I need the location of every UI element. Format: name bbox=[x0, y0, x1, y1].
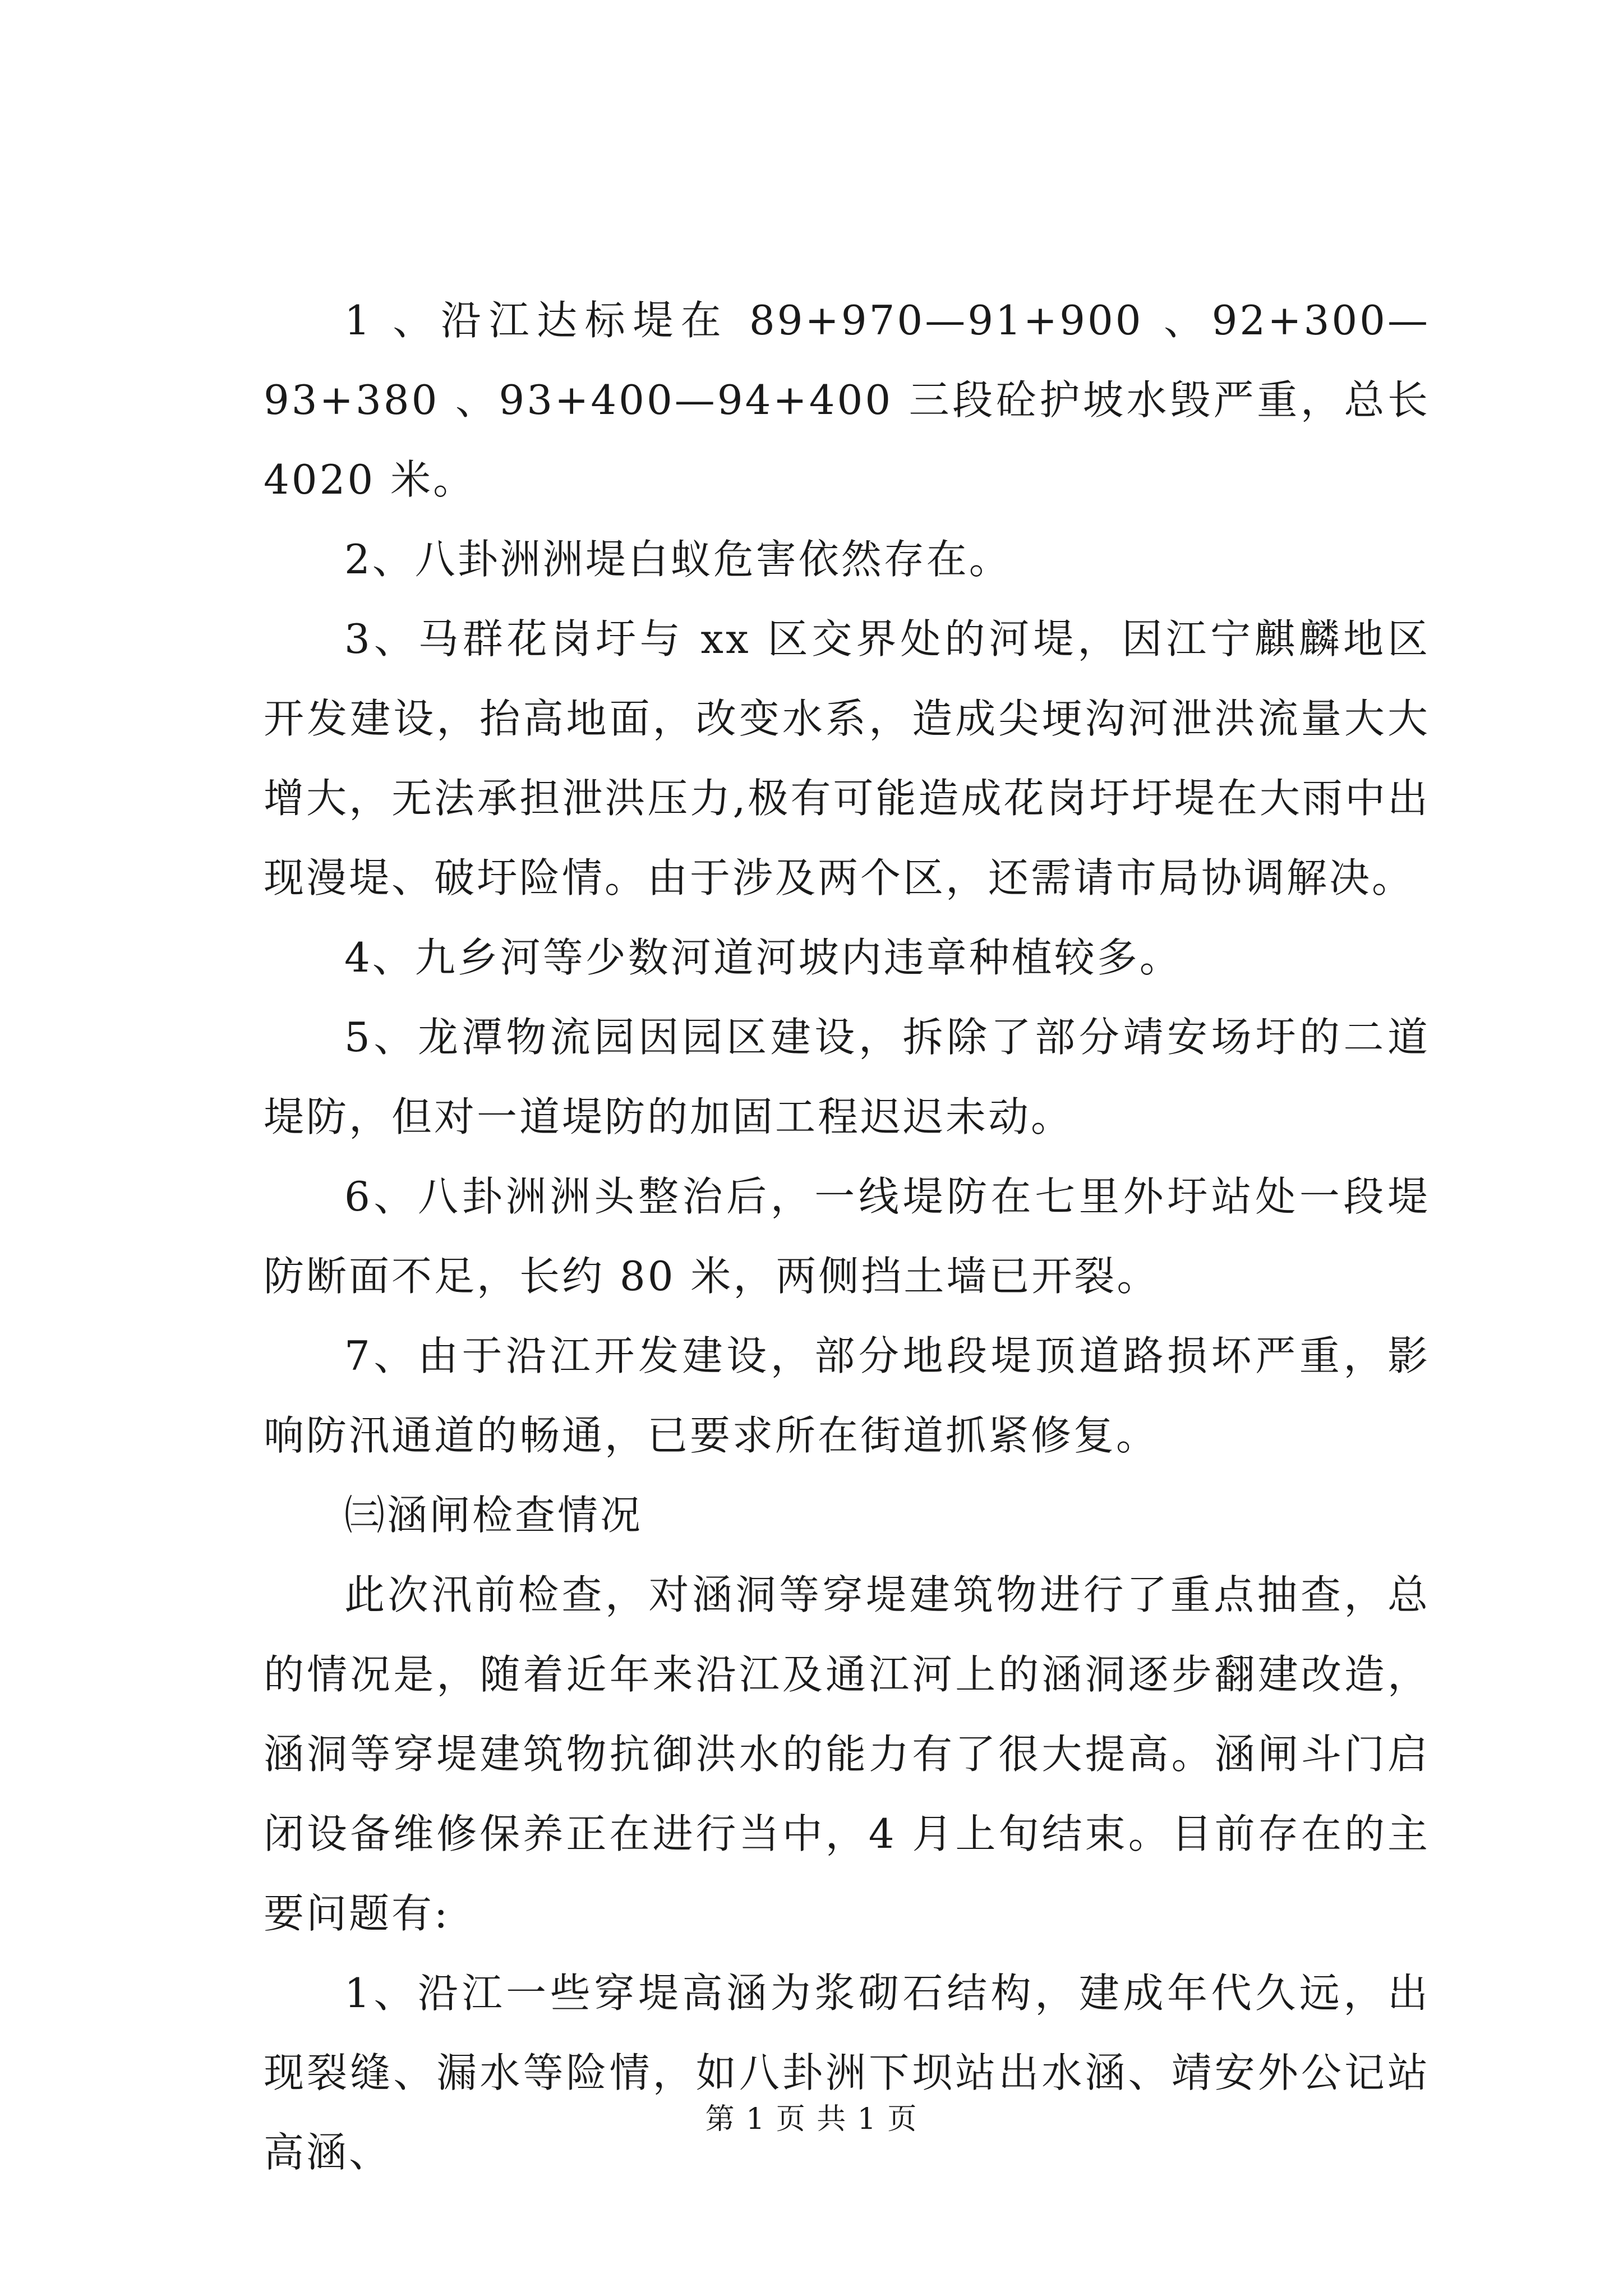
page-footer: 第 1 页 共 1 页 bbox=[705, 2102, 918, 2136]
paragraph-item-5: 5、龙潭物流园因园区建设，拆除了部分靖安场圩的二道堤防，但对一道堤防的加固工程迟迟未动。 bbox=[264, 1014, 1430, 1140]
paragraph-item-2: 2、八卦洲洲堤白蚁危害依然存在。 bbox=[344, 536, 1012, 583]
paragraph-problem-1: 1、沿江一些穿堤高涵为浆砌石结构，建成年代久远，出现裂缝、漏水等险情，如八卦洲下坝站出水涵、靖安外公记站高涵、 bbox=[264, 1970, 1430, 2176]
paragraph-item-6: 6、八卦洲洲头整治后，一线堤防在七里外圩站处一段堤防断面不足，长约 80 米，两侧挡土墙已开裂。 bbox=[264, 1173, 1430, 1300]
section-heading: ㈢涵闸检查情况 bbox=[344, 1492, 643, 1539]
paragraph-item-7: 7、由于沿江开发建设，部分地段堤顶道路损坏严重，影响防汛通道的畅通，已要求所在街道抓紧修复。 bbox=[264, 1332, 1430, 1459]
document-body bbox=[264, 280, 1430, 2192]
paragraph-item-1: 1 、沿江达标堤在 89+970—91+900 、92+300—93+380 、93+400—94+400 三段砼护坡水毁严重，总长 4020 米。 bbox=[264, 297, 1430, 503]
paragraph-summary: 此次汛前检查，对涵洞等穿堤建筑物进行了重点抽查，总的情况是，随着近年来沿江及通江河上的涵洞逐步翻建改造，涵洞等穿堤建筑物抗御洪水的能力有了很大提高。涵闸斗门启闭设备维修保养正在进行当中，4 月上旬结束。目前存在的主要问题有: bbox=[264, 1571, 1430, 1937]
paragraph-item-4: 4、九乡河等少数河道河坡内违章种植较多。 bbox=[344, 934, 1182, 981]
paragraph-item-3: 3、马群花岗圩与 xx 区交界处的河堤，因江宁麒麟地区开发建设，抬高地面，改变水系，造成尖埂沟河泄洪流量大大增大，无法承担泄洪压力,极有可能造成花岗圩圩堤在大雨中出现漫堤、破圩险情。由于涉及两个区，还需请市局协调解决。 bbox=[264, 615, 1430, 901]
